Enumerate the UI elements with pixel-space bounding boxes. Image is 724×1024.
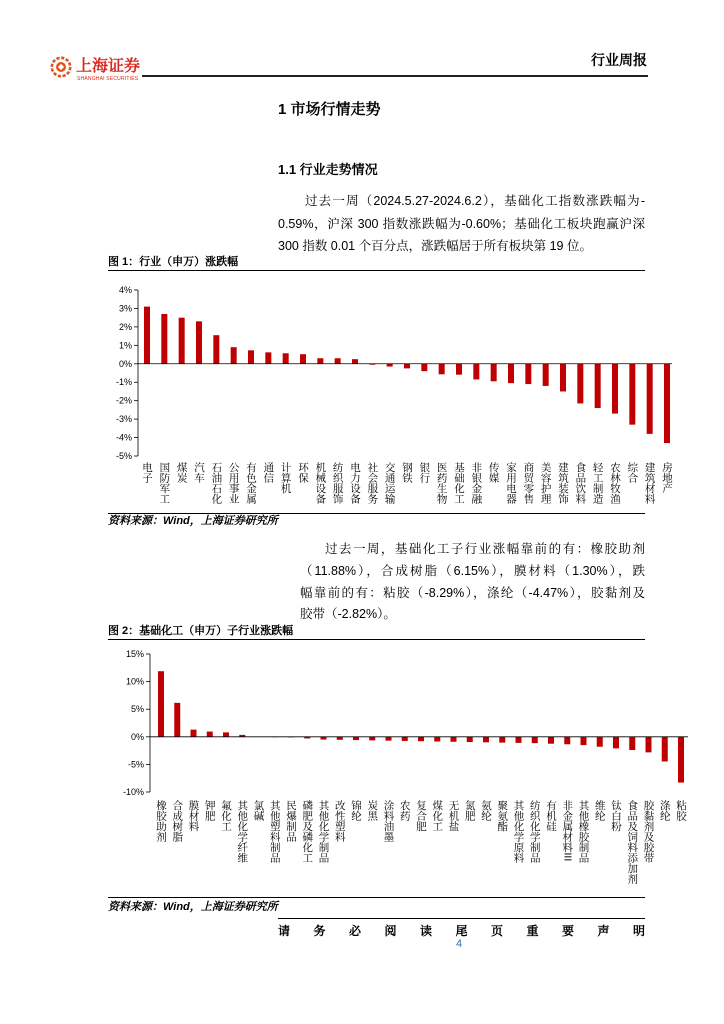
chart1-y-tick-label: -1% <box>115 377 132 388</box>
chart2-category-label-19: 无机盐 <box>447 800 460 832</box>
chart2-category-label-31: 胶黏剂及胶带 <box>642 800 655 863</box>
chart2-bar-18 <box>434 737 440 742</box>
figure2-source: 资料来源：Wind，上海证券研究所 <box>108 901 278 913</box>
chart2-bar-22 <box>499 737 505 743</box>
chart1-category-label-5: 石油石化 <box>210 462 223 504</box>
chart2-bar-32 <box>662 737 668 762</box>
chart2-bar-5 <box>223 732 229 736</box>
chart1-category-label-8: 通信 <box>262 462 275 483</box>
chart2-bar-14 <box>369 737 375 741</box>
chart1-bar-13 <box>352 359 358 364</box>
chart2-bar-17 <box>418 737 424 741</box>
chart2-category-label-15: 涂料油墨 <box>382 800 395 842</box>
chart1-category-label-21: 传媒 <box>487 462 500 483</box>
chart1-bar-3 <box>179 318 185 364</box>
chart2-category-label-20: 氮肥 <box>463 800 476 821</box>
chart2-bar-23 <box>516 737 522 743</box>
chart1-bar-30 <box>647 364 653 434</box>
chart1-bar-11 <box>317 358 323 364</box>
chart1-category-label-12: 纺织服饰 <box>331 462 344 504</box>
chart2-category-label-22: 聚氨酯 <box>496 800 509 832</box>
chart2-category-label-28: 维纶 <box>593 800 606 821</box>
chart1-y-tick-label: 4% <box>118 285 132 295</box>
chart2-category-label-2: 合成树脂 <box>171 800 184 842</box>
chart1-category-label-10: 环保 <box>297 462 309 483</box>
chart2-category-label-32: 涤纶 <box>658 800 671 821</box>
chart2-category-label-24: 纺织化学制品 <box>528 800 541 863</box>
shanghai-securities-logo-icon <box>50 56 72 78</box>
chart2-category-label-27: 其他橡胶制品 <box>577 800 590 863</box>
figure2-caption: 图 2：基础化工（申万）子行业涨跌幅 <box>108 625 294 637</box>
chart1-category-label-14: 社会服务 <box>366 462 379 504</box>
figure2-bar-chart <box>100 645 700 800</box>
chart2-bar-13 <box>353 737 359 740</box>
chart1-category-label-7: 有色金属 <box>245 462 257 504</box>
chart2-category-label-21: 氨纶 <box>480 800 492 821</box>
chart1-y-tick-label: -4% <box>115 432 132 443</box>
chart1-y-tick-label: -5% <box>115 451 132 461</box>
chart1-bar-8 <box>265 352 271 363</box>
chart1-y-tick-label: 1% <box>118 340 132 351</box>
figure1-caption: 图 1：行业（申万）涨跌幅 <box>108 256 239 268</box>
chart2-category-label-3: 膜材料 <box>187 800 200 832</box>
chart2-y-tick-label: -10% <box>122 787 144 797</box>
chart1-category-label-11: 机械设备 <box>314 462 327 504</box>
chart2-category-label-30: 食品及饲料添加剂 <box>626 800 639 884</box>
chart2-bar-20 <box>467 737 473 742</box>
chart1-bar-9 <box>283 353 289 364</box>
chart1-category-label-13: 电力设备 <box>349 462 361 504</box>
chart1-bar-12 <box>335 358 341 364</box>
chart1-category-label-2: 国防军工 <box>158 462 171 504</box>
figure1-top-divider <box>108 270 645 271</box>
chart2-bar-28 <box>597 737 603 747</box>
chart1-bar-4 <box>196 321 202 363</box>
chart2-category-label-16: 农药 <box>398 800 411 821</box>
paragraph1-line: 300 指数 0.01 个百分点，涨跌幅居于所有板块第 19 位。 <box>278 239 592 253</box>
chart1-category-label-27: 轻工制造 <box>591 462 604 504</box>
chart2-category-label-6: 其他化学纤维 <box>236 800 249 863</box>
chart2-bar-16 <box>402 737 408 741</box>
chart1-category-label-30: 建筑材料 <box>643 462 656 504</box>
chart2-category-label-7: 氯碱 <box>252 800 265 821</box>
figure2-top-divider <box>108 639 645 640</box>
chart1-bar-10 <box>300 354 306 364</box>
chart1-category-label-4: 汽车 <box>193 462 205 483</box>
chart2-category-label-1: 橡胶助剂 <box>155 800 167 842</box>
logo-name-en: SHANGHAI SECURITIES <box>77 76 139 82</box>
chart2-bar-30 <box>629 737 635 750</box>
chart1-category-label-28: 农林牧渔 <box>609 462 621 504</box>
paragraph1-line: 过去一周（2024.5.27-2024.6.2），基础化工指数涨跌幅为- <box>305 194 645 208</box>
chart2-y-tick-label: -5% <box>127 759 144 770</box>
chart2-category-label-4: 钾肥 <box>203 800 216 821</box>
chart1-bar-16 <box>404 364 410 369</box>
paragraph2-line: 过去一周，基础化工子行业涨幅靠前的有：橡胶助剂 <box>325 542 645 556</box>
chart1-category-label-29: 综合 <box>626 462 639 483</box>
section-title: 1 市场行情走势 <box>278 101 381 118</box>
chart1-category-label-22: 家用电器 <box>505 462 517 504</box>
chart1-bar-23 <box>525 364 531 384</box>
chart2-category-label-18: 煤化工 <box>431 800 444 832</box>
chart1-bar-5 <box>213 335 219 364</box>
chart2-bar-26 <box>564 737 570 744</box>
chart1-bar-19 <box>456 364 462 375</box>
chart2-bar-2 <box>174 703 180 737</box>
chart2-bar-19 <box>451 737 457 742</box>
chart2-bar-11 <box>321 737 327 740</box>
chart1-category-label-15: 交通运输 <box>383 462 396 504</box>
chart2-bar-27 <box>581 737 587 745</box>
chart2-category-label-33: 粘胶 <box>675 800 687 821</box>
chart2-category-label-14: 炭黑 <box>366 800 379 821</box>
chart1-category-label-25: 建筑装饰 <box>557 462 569 504</box>
chart2-bar-21 <box>483 737 489 743</box>
chart2-category-label-9: 民爆制品 <box>285 800 297 842</box>
chart2-category-label-5: 氟化工 <box>220 800 232 832</box>
chart2-y-tick-label: 0% <box>130 731 144 742</box>
chart1-y-tick-label: -2% <box>115 395 132 406</box>
footer-divider <box>278 918 645 919</box>
chart1-category-label-26: 食品饮料 <box>574 462 587 504</box>
chart2-bar-31 <box>646 737 652 753</box>
chart1-bar-7 <box>248 350 254 363</box>
chart1-category-label-6: 公用事业 <box>227 462 240 504</box>
chart2-category-label-13: 锦纶 <box>350 800 362 821</box>
paragraph2-line: （11.88%），合成树脂（6.15%），膜材料（1.30%），跌 <box>300 564 645 578</box>
chart1-bar-28 <box>612 364 618 414</box>
page-number: 4 <box>455 938 463 950</box>
chart2-category-label-10: 磷肥及磷化工 <box>301 800 314 863</box>
paragraph2-line: 胶带（-2.82%）。 <box>300 607 396 621</box>
chart1-bar-18 <box>439 364 445 375</box>
chart1-category-label-3: 煤炭 <box>175 462 188 483</box>
chart2-bar-29 <box>613 737 619 749</box>
section-subtitle: 1.1 行业走势情况 <box>278 162 378 177</box>
chart2-y-tick-label: 15% <box>125 649 144 659</box>
chart1-bar-1 <box>144 307 150 364</box>
chart1-bar-24 <box>543 364 549 386</box>
chart2-category-label-26: 非金属材料III <box>561 800 574 862</box>
chart1-bar-17 <box>421 364 427 371</box>
chart1-bar-15 <box>387 364 393 367</box>
chart1-bar-20 <box>473 364 479 380</box>
chart1-category-label-1: 电子 <box>141 462 153 483</box>
chart1-category-label-17: 银行 <box>418 462 431 483</box>
figure1-bottom-divider <box>108 513 645 514</box>
chart1-bar-29 <box>629 364 635 425</box>
chart2-bar-15 <box>386 737 392 741</box>
logo-name-cn: 上海证券 <box>76 58 141 75</box>
chart2-bar-25 <box>548 737 554 744</box>
header-divider <box>142 75 648 77</box>
chart2-bar-24 <box>532 737 538 743</box>
chart1-category-label-16: 钢铁 <box>401 462 413 483</box>
chart2-category-label-17: 复合肥 <box>415 800 427 832</box>
chart1-category-label-19: 基础化工 <box>453 462 465 504</box>
chart1-bar-6 <box>231 347 237 364</box>
chart2-bar-33 <box>678 737 684 783</box>
chart1-category-label-31: 房地产 <box>661 462 673 494</box>
chart1-bar-2 <box>161 314 167 364</box>
chart1-category-label-24: 美容护理 <box>539 462 552 504</box>
chart1-bar-25 <box>560 364 566 392</box>
chart1-category-label-9: 计算机 <box>279 462 292 494</box>
chart1-category-label-20: 非银金融 <box>470 462 483 504</box>
footer-disclaimer: 请 务 必 阅 读 尾 页 重 要 声 明 <box>278 924 645 938</box>
chart2-category-label-29: 钛白粉 <box>610 800 622 832</box>
chart2-category-label-25: 有机硅 <box>545 800 557 832</box>
report-type-label: 行业周报 <box>591 52 647 68</box>
chart1-bar-21 <box>491 364 497 382</box>
chart1-bar-26 <box>577 364 583 404</box>
paragraph1-line: 0.59%，沪深 300 指数涨跌幅为-0.60%；基础化工板块跑赢沪深 <box>278 217 645 231</box>
chart1-y-tick-label: -3% <box>115 414 132 425</box>
chart2-bar-3 <box>191 730 197 737</box>
chart2-y-tick-label: 5% <box>130 704 144 715</box>
chart1-bar-22 <box>508 364 514 383</box>
chart1-category-label-23: 商贸零售 <box>522 462 535 504</box>
chart1-bar-27 <box>595 364 601 408</box>
figure2-bottom-divider <box>108 897 645 898</box>
figure1-source: 资料来源：Wind，上海证券研究所 <box>108 515 278 527</box>
chart1-y-tick-label: 2% <box>118 321 132 332</box>
chart2-category-label-8: 其他塑料制品 <box>268 800 281 863</box>
chart1-y-tick-label: 0% <box>118 358 132 369</box>
chart2-category-label-23: 其他化学原料 <box>512 800 525 863</box>
chart2-y-tick-label: 10% <box>125 676 144 687</box>
chart2-category-label-12: 改性塑料 <box>333 800 346 842</box>
chart2-bar-12 <box>337 737 343 740</box>
chart2-category-label-11: 其他化学制品 <box>317 800 330 863</box>
chart2-bar-4 <box>207 732 213 737</box>
paragraph2-line: 幅靠前的有：粘胶（-8.29%），涤纶（-4.47%），胶黏剂及 <box>300 586 645 600</box>
chart1-bar-31 <box>664 364 670 443</box>
chart1-y-tick-label: 3% <box>118 303 132 314</box>
chart2-bar-1 <box>158 671 164 737</box>
chart1-category-label-18: 医药生物 <box>435 462 448 504</box>
